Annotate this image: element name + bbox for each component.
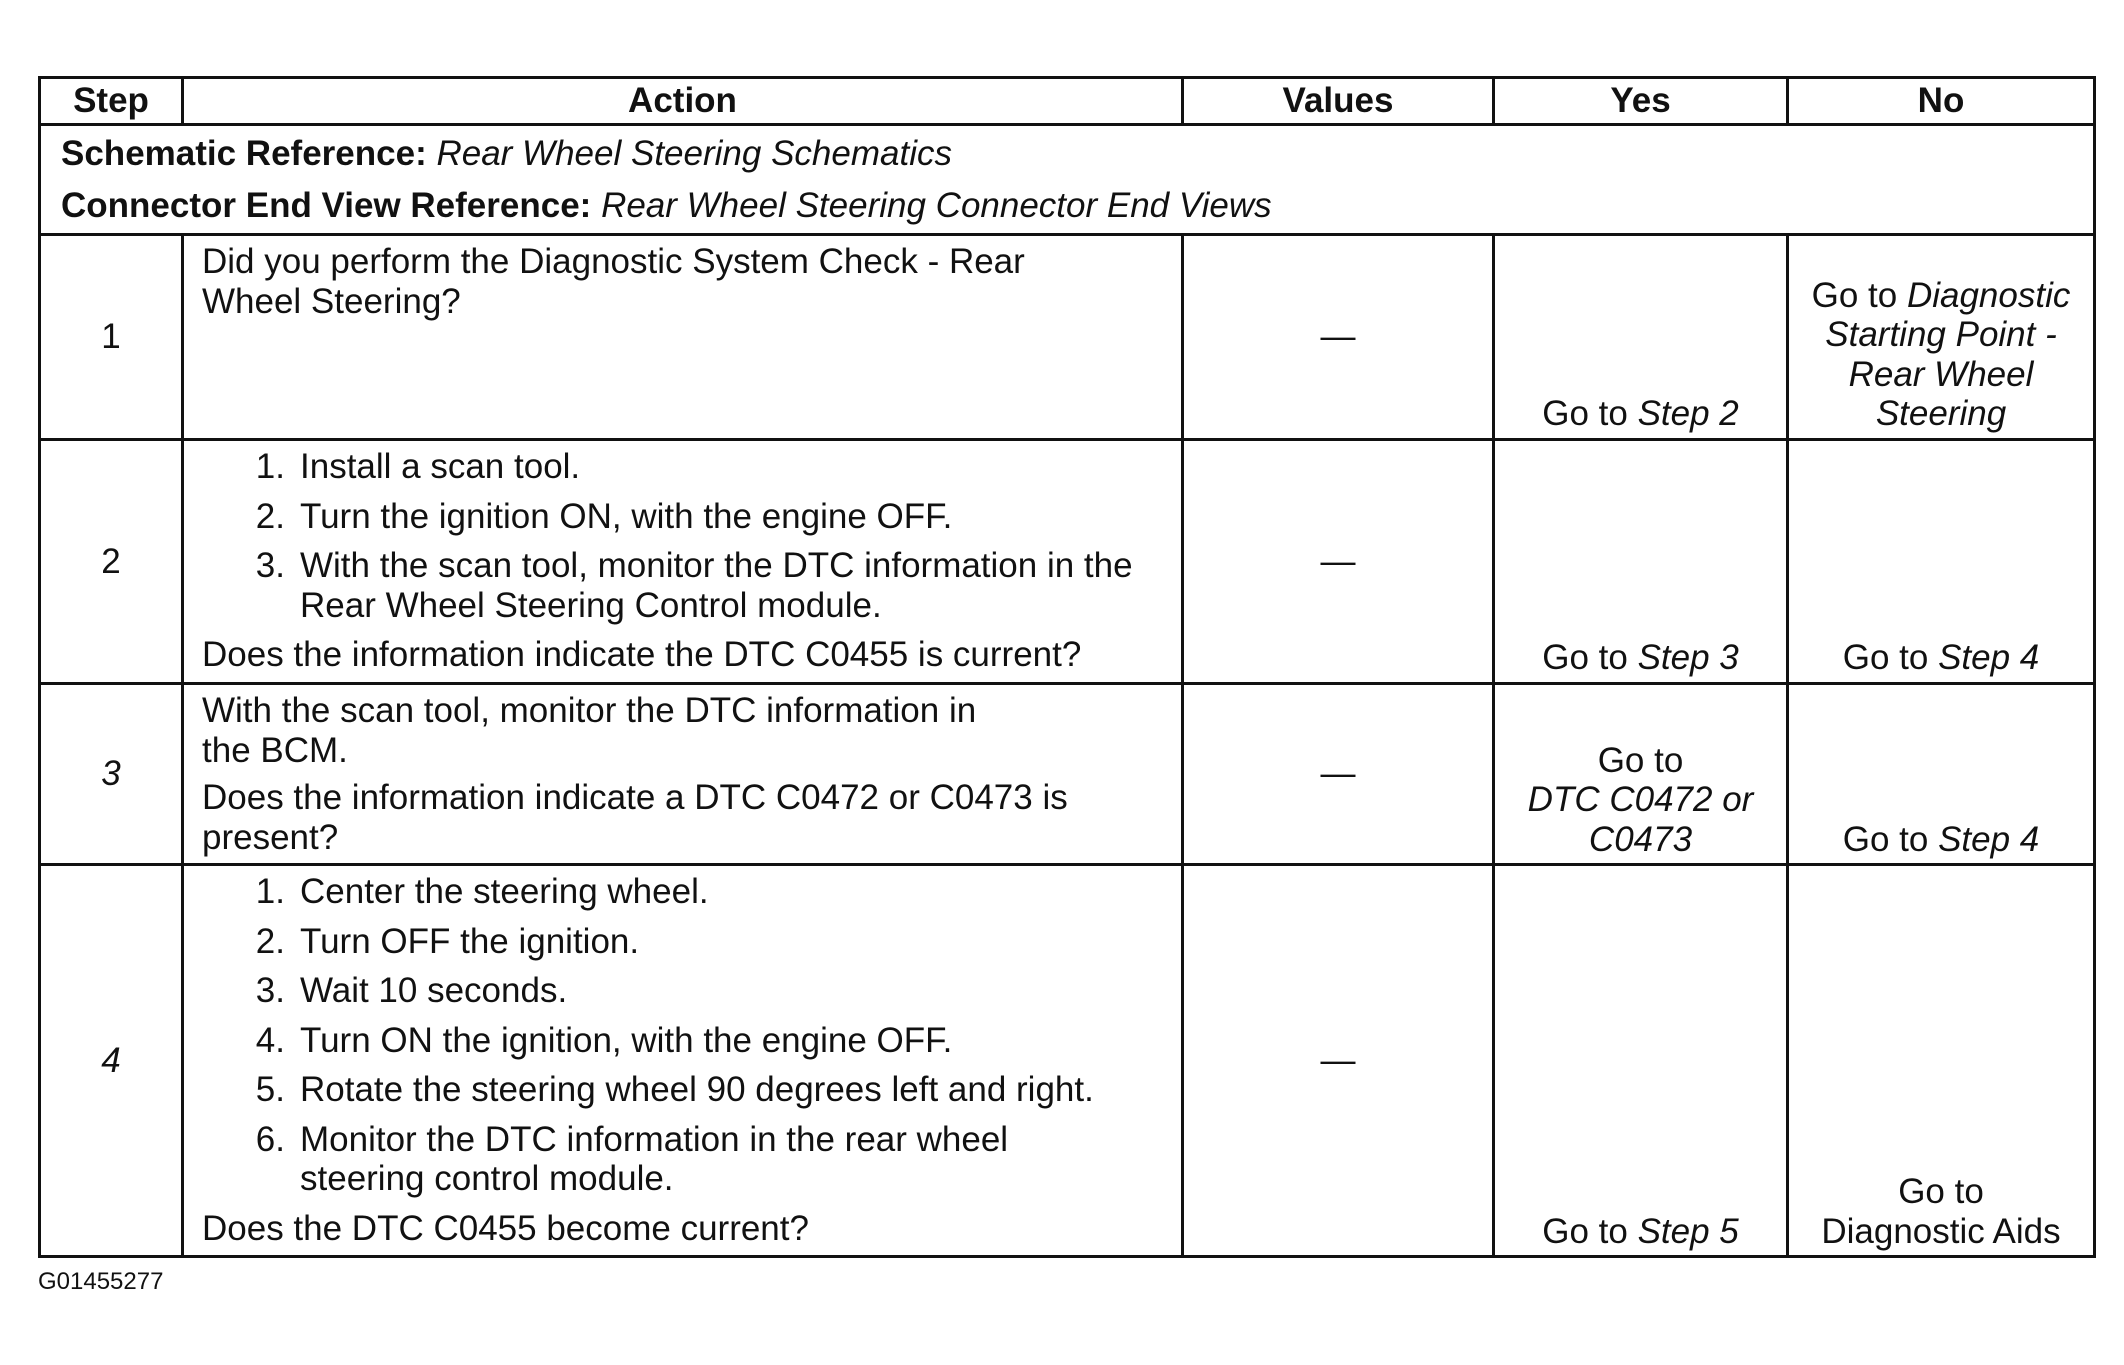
schematic-reference-link[interactable]: Rear Wheel Steering Schematics [436,134,952,173]
yes-prefix: Go to [1542,638,1628,678]
action-steps-list [202,447,1169,625]
values-cell: — [1183,684,1494,865]
connector-reference-link[interactable]: Rear Wheel Steering Connector End Views [601,185,1272,225]
figure-id: G01455277 [38,1268,164,1295]
no-prefix: Go to [1842,819,1929,859]
list-item: 5. Rotate the steering wheel 90 degrees left and right. [255,1070,1094,1110]
step-row-3 [40,684,2095,865]
action-text: With the scan tool, monitor the DTC information in the BCM. [202,691,977,770]
reference-row [40,125,2095,235]
no-cell [1788,235,2095,440]
yes-link[interactable]: Step 3 [1637,638,1739,678]
no-cell [1788,865,2095,1257]
header-step: Step [40,78,183,125]
schematic-reference [61,134,2073,174]
step-number: 4 [40,865,183,1257]
list-item: 3. With the scan tool, monitor the DTC information in the Rear Wheel Steering Control module. [255,546,1133,625]
action-text: Did you perform the Diagnostic System Check - Rear Wheel Steering? [202,242,1025,321]
no-cell [1788,440,2095,684]
yes-link[interactable]: Step 5 [1637,1211,1739,1251]
yes-cell [1494,684,1788,865]
list-item: 1. Center the steering wheel. [255,872,709,912]
values-cell: — [1183,440,1494,684]
list-item: 2. Turn OFF the ignition. [255,921,640,961]
header-values: Values [1183,78,1494,125]
action-steps-list [202,872,1169,1199]
yes-link[interactable]: Step 2 [1637,394,1739,434]
yes-cell [1494,440,1788,684]
header-action: Action [183,78,1183,125]
action-question: Does the information indicate a DTC C0472 or C0473 is present? [202,778,1068,857]
no-link[interactable]: Step 4 [1938,638,2040,678]
no-link[interactable]: Step 4 [1938,819,2040,859]
no-prefix: Go to [1842,638,1929,678]
diagnostic-table [38,76,2096,1258]
step-number: 1 [40,235,183,440]
yes-cell [1494,865,1788,1257]
values-cell: — [1183,235,1494,440]
action-cell [183,684,1183,865]
yes-prefix: Go to [1597,740,1684,780]
step-row-4 [40,865,2095,1257]
list-item: 6. Monitor the DTC information in the rear wheel steering control module. [255,1119,1009,1199]
list-item: 1. Install a scan tool. [255,447,581,486]
action-cell [183,440,1183,684]
no-prefix: Go to [1811,275,1898,315]
list-item: 4. Turn ON the ignition, with the engine OFF. [255,1020,953,1060]
no-link[interactable]: Diagnostic Starting Point - Rear Wheel Steering [1825,275,2071,434]
step-number: 3 [40,684,183,865]
step-row-2 [40,440,2095,684]
no-link[interactable]: Go to Diagnostic Aids [1821,1172,2061,1251]
no-cell [1788,684,2095,865]
yes-link[interactable]: DTC C0472 or C0473 [1527,780,1754,859]
action-cell [183,865,1183,1257]
connector-reference [61,186,2073,226]
action-cell [183,235,1183,440]
action-question: Does the DTC C0455 become current? [202,1209,809,1249]
yes-prefix: Go to [1542,394,1628,434]
header-yes: Yes [1494,78,1788,125]
schematic-reference-label: Schematic Reference: [61,134,427,173]
list-item: 3. Wait 10 seconds. [255,971,568,1011]
step-number: 2 [40,440,183,684]
reference-cell [40,125,2095,235]
list-item: 2. Turn the ignition ON, with the engine OFF. [255,496,953,536]
action-question: Does the information indicate the DTC C0455 is current? [202,635,1082,675]
header-no: No [1788,78,2095,125]
step-row-1 [40,235,2095,440]
yes-cell [1494,235,1788,440]
header-row [40,78,2095,125]
connector-reference-label: Connector End View Reference: [61,185,592,225]
values-cell: — [1183,865,1494,1257]
yes-prefix: Go to [1542,1211,1628,1251]
